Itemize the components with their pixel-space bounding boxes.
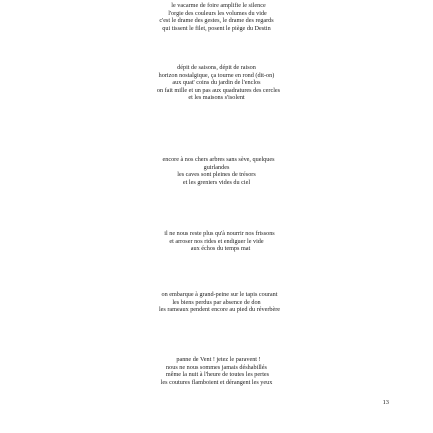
poem-line: et arroser nos rides et endiguer le vide xyxy=(169,237,264,245)
poem-line: il ne nous reste plus qu'à nourrir nos frissons xyxy=(164,230,275,237)
stanza-5 xyxy=(0,291,433,314)
poem-line: aux quat' coins du jardin de l'enclos xyxy=(172,79,261,87)
poem-line: aux échos du temps mat xyxy=(190,245,251,253)
stanza-1 xyxy=(0,2,433,32)
stanza-3 xyxy=(0,156,433,186)
poem-line: l'orgie des couleurs les volumes du vide xyxy=(168,9,267,17)
stanza-2 xyxy=(0,64,433,102)
poem-line: horizon nostalgique, ça tourne en rond (dit-on) xyxy=(158,71,275,79)
poem-line: les coutures flamboient et dérangent les yeux xyxy=(160,378,273,386)
poem-line: c'est le drame des gestes, le drame des regards xyxy=(159,17,274,25)
poem-line: même la nuit à l'heure de toutes les pertes xyxy=(165,371,270,379)
poem-line: guirlandes xyxy=(203,163,230,171)
poem-line: on fait mille et un pas aux quadratures des cercles xyxy=(156,86,281,94)
poem-line: nous ne nous sommes jamais déshabillés xyxy=(166,363,267,371)
poem-line: et les greniers vides du ciel xyxy=(182,178,251,186)
poem-line: les caves sont pleines de trésors xyxy=(177,171,256,179)
poem-line: les rameaux pendent encore au pied du réverbère xyxy=(158,306,281,314)
poem-line: et les maisons s'isolent xyxy=(188,94,245,102)
poem-line: les biens perdus par absence de don xyxy=(172,298,261,306)
poem-line: on embarque à grand-peine sur le tapis courant xyxy=(161,291,278,298)
poem-line: dépit de saisons, dépit de raison xyxy=(177,64,256,71)
poem-line: encore à nos chers arbres sans sève, quelques xyxy=(162,156,275,163)
page-number: 13 xyxy=(382,399,389,406)
poem-line: le vacarme de foire amplifie le silence xyxy=(171,2,266,9)
poem-line: qui tissent le filet, posent le piège du Destin xyxy=(162,24,271,32)
poem-line: panne de Vent ! jetez le paravent ! xyxy=(176,356,261,363)
stanza-4 xyxy=(0,230,433,253)
stanza-6 xyxy=(0,356,433,386)
